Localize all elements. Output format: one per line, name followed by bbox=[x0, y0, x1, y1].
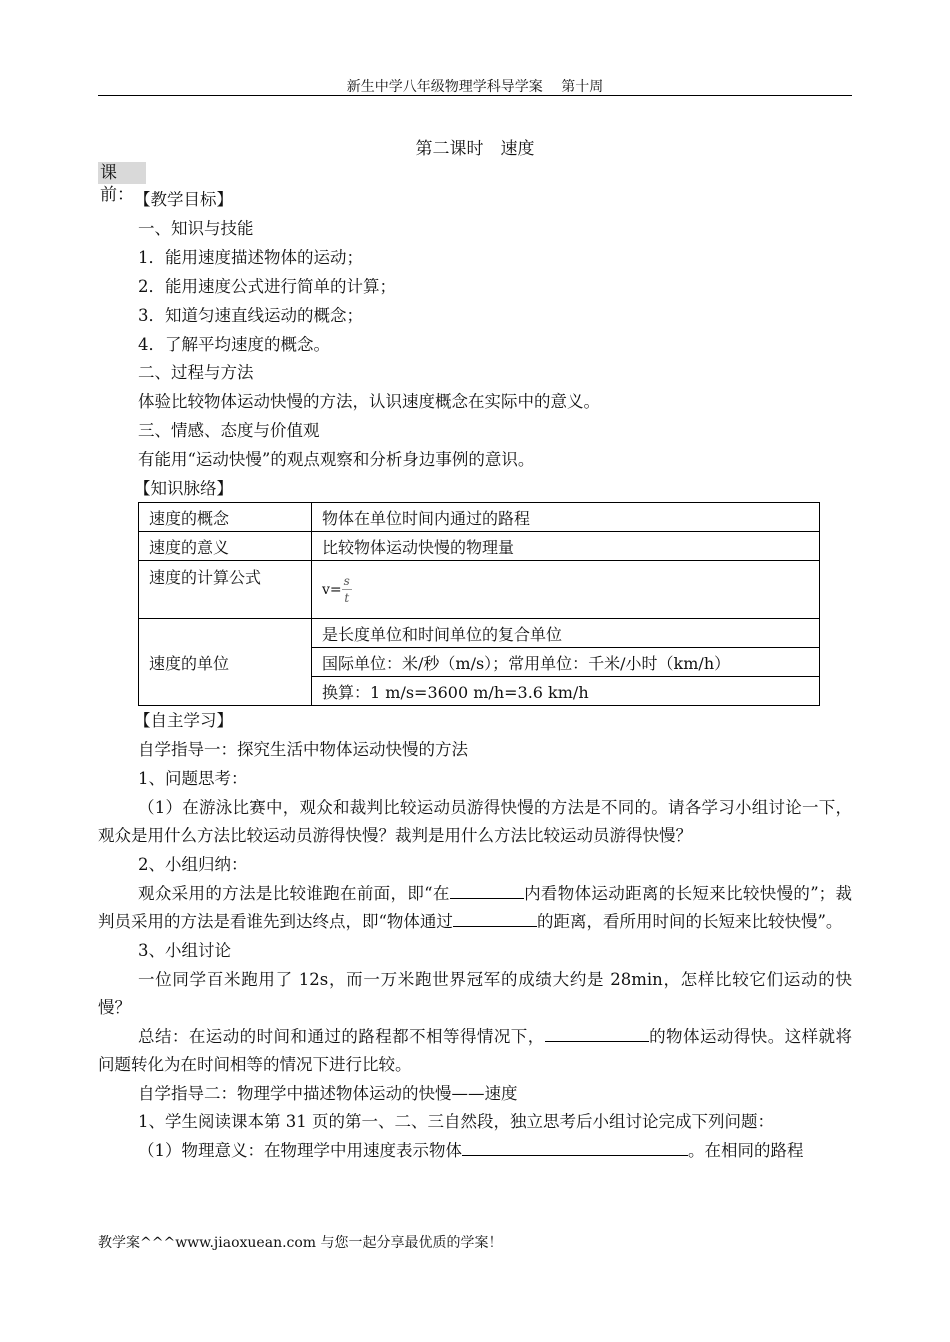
self-study-heading: 【自主学习】 bbox=[134, 711, 233, 730]
table-cell-value: 换算：1 m/s=3600 m/h=3.6 km/h bbox=[312, 677, 820, 706]
g2-q1-part: 。在相同的路程 bbox=[688, 1141, 804, 1161]
goals-section-2-text: 体验比较物体运动快慢的方法，认识速度概念在实际中的意义。 bbox=[138, 392, 600, 412]
goals-section-1: 一、知识与技能 bbox=[138, 218, 254, 238]
before-class-label: 课前： bbox=[98, 162, 146, 184]
goals-section-3-text: 有能用“运动快慢”的观点观察和分析身边事例的意识。 bbox=[138, 450, 535, 470]
formula-numerator: s bbox=[343, 574, 350, 588]
formula-fraction bbox=[342, 573, 352, 606]
fill-blank[interactable] bbox=[450, 880, 524, 899]
goal-item: 4．了解平均速度的概念。 bbox=[138, 334, 330, 354]
table-cell-label: 速度的概念 bbox=[139, 503, 312, 532]
goal-item: 1．能用速度描述物体的运动； bbox=[138, 247, 363, 267]
table-cell-value: 是长度单位和时间单位的复合单位 bbox=[312, 619, 820, 648]
q2-text-part: 的距离，看所用时间的长短来比较快慢”。 bbox=[536, 912, 843, 932]
goals-section-3: 三、情感、态度与价值观 bbox=[138, 421, 320, 441]
main-content bbox=[98, 186, 852, 504]
goal-item: 2．能用速度公式进行简单的计算； bbox=[138, 276, 396, 296]
question-3-text: 一位同学百米跑用了 12s，而一万米跑世界冠军的成绩大约是 28min，怎样比较它们运动的快慢？ bbox=[98, 969, 852, 1018]
self-study-section bbox=[98, 707, 852, 1166]
table-row bbox=[139, 532, 820, 561]
page-header: 新生中学八年级物理学科导学案 第十周 bbox=[346, 79, 604, 95]
table-cell-label: 速度的意义 bbox=[139, 532, 312, 561]
question-3-title: 3、小组讨论 bbox=[138, 940, 231, 960]
guide-2: 自学指导二：物理学中描述物体运动的快慢——速度 bbox=[138, 1083, 518, 1103]
q2-text-part: 内看物体运动距离的长短来比较快慢的”；裁判员采用的方法是看谁先到达终点，即“物体通过 bbox=[98, 883, 852, 932]
table-row bbox=[139, 619, 820, 648]
formula-denominator: t bbox=[344, 591, 350, 605]
table-cell-value: 比较物体运动快慢的物理量 bbox=[312, 532, 820, 561]
formula-cell bbox=[312, 561, 820, 619]
table-cell-label: 速度的计算公式 bbox=[139, 561, 312, 619]
summary-part: 的物体运动得快。这样就将问题转化为在时间相等的情况下进行比较。 bbox=[98, 1026, 853, 1075]
goals-section-2: 二、过程与方法 bbox=[138, 363, 254, 383]
summary-text bbox=[98, 1023, 852, 1080]
summary-part: 总结：在运动的时间和通过的路程都不相等得情况下， bbox=[138, 1026, 545, 1046]
page-footer: 教学案^^^www.jiaoxuean.com 与您一起分享最优质的学案！ bbox=[98, 1235, 503, 1251]
table-row bbox=[139, 503, 820, 532]
guide-2-item-1: 1、学生阅读课本第 31 页的第一、二、三自然段，独立思考后小组讨论完成下列问题： bbox=[138, 1112, 774, 1132]
table-row bbox=[139, 561, 820, 619]
lesson-title: 第二课时 速度 bbox=[415, 139, 535, 159]
formula-prefix: v= bbox=[322, 582, 342, 598]
knowledge-table bbox=[138, 502, 820, 706]
question-2-title: 2、小组归纳： bbox=[138, 854, 248, 874]
goal-item: 3．知道匀速直线运动的概念； bbox=[138, 305, 363, 325]
question-2-text bbox=[98, 880, 852, 937]
question-1-text: （1）在游泳比赛中，观众和裁判比较运动员游得快慢的方法是不同的。请各学习小组讨论一下，观众是用什么方法比较运动员游得快慢？裁判是用什么方法比较运动员游得快慢？ bbox=[98, 797, 852, 846]
fill-blank[interactable] bbox=[545, 1023, 649, 1042]
q2-text-part: 观众采用的方法是比较谁跑在前面，即“在 bbox=[138, 883, 450, 903]
fill-blank[interactable] bbox=[462, 1137, 688, 1156]
question-1-title: 1、问题思考： bbox=[138, 768, 248, 788]
guide-2-question-1 bbox=[98, 1137, 852, 1166]
table-cell-value: 物体在单位时间内通过的路程 bbox=[312, 503, 820, 532]
table-cell-value: 国际单位：米/秒（m/s）；常用单位：千米/小时（km/h） bbox=[312, 648, 820, 677]
knowledge-heading: 【知识脉络】 bbox=[134, 479, 233, 499]
table-cell-label: 速度的单位 bbox=[139, 619, 312, 706]
guide-1: 自学指导一：探究生活中物体运动快慢的方法 bbox=[138, 739, 468, 759]
fill-blank[interactable] bbox=[453, 908, 537, 927]
g2-q1-part: （1）物理意义：在物理学中用速度表示物体 bbox=[138, 1141, 462, 1161]
header-rule bbox=[98, 95, 852, 96]
goals-heading: 【教学目标】 bbox=[134, 190, 233, 209]
